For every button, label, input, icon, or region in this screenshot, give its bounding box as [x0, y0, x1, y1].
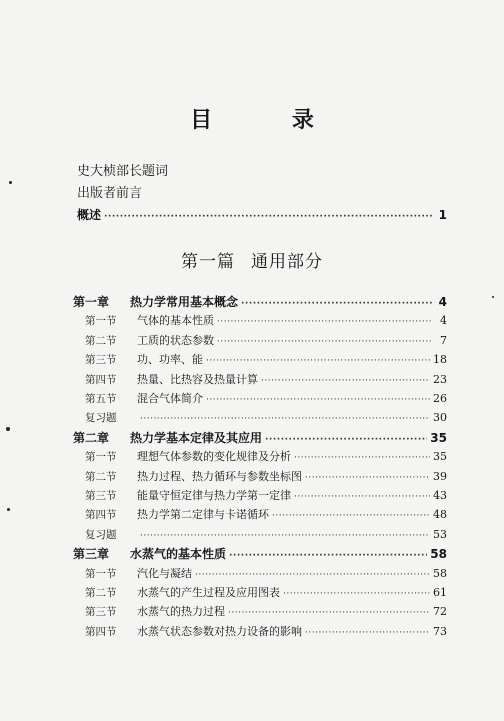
toc-label: 热力学基本定律及其应用	[130, 431, 263, 445]
toc-section[interactable]	[85, 605, 447, 620]
leader-dots	[265, 433, 427, 447]
toc-label: 混合气体简介	[137, 392, 203, 405]
toc-section[interactable]	[85, 373, 447, 388]
toc-number: 复习题	[85, 529, 117, 541]
toc-number: 第四节	[85, 626, 117, 638]
toc-overview[interactable]	[77, 208, 447, 224]
scan-speck	[9, 181, 12, 184]
leader-dots	[140, 412, 430, 426]
toc-number: 第二节	[85, 471, 117, 483]
leader-dots	[195, 568, 430, 582]
part-name: 通用部分	[251, 252, 323, 272]
toc-number: 第一章	[73, 295, 110, 309]
toc-number: 第二章	[73, 431, 110, 445]
toc-number: 第二节	[85, 587, 117, 599]
leader-dots	[294, 490, 430, 504]
toc-page: 58	[433, 567, 447, 580]
toc-number: 第二节	[85, 335, 117, 347]
toc-number: 第一节	[85, 568, 117, 580]
toc-section[interactable]	[85, 353, 447, 368]
toc-label: 气体的基本性质	[137, 314, 214, 327]
part-heading	[0, 247, 504, 272]
toc-section[interactable]	[85, 470, 447, 485]
toc-label: 热力学第二定律与卡诺循环	[137, 508, 269, 521]
toc-section[interactable]	[85, 586, 447, 601]
toc-label: 汽化与凝结	[137, 567, 192, 580]
leader-dots	[241, 297, 432, 311]
scan-speck	[492, 296, 494, 298]
toc-label: 热力学常用基本概念	[130, 295, 239, 309]
leader-dots	[206, 393, 430, 407]
toc-label: 功、功率、能	[137, 353, 203, 366]
toc-label: 水蒸气的基本性质	[130, 547, 227, 561]
leader-dots	[206, 354, 430, 368]
leader-dots	[217, 315, 432, 329]
leader-dots	[140, 529, 430, 543]
toc-page: 18	[433, 353, 447, 366]
toc-number: 第三节	[85, 606, 117, 618]
toc-chapter[interactable]	[73, 295, 447, 311]
toc-chapter[interactable]	[73, 547, 447, 563]
toc-page: 23	[433, 373, 447, 386]
toc-page: 39	[433, 470, 447, 483]
toc-number: 第四节	[85, 374, 117, 386]
toc-section[interactable]	[85, 508, 447, 523]
toc-number: 第一节	[85, 315, 117, 327]
toc-page: 53	[433, 528, 447, 541]
toc-number: 第三节	[85, 354, 117, 366]
leader-dots	[104, 210, 432, 224]
front-matter-preface: 出版者前言	[77, 186, 143, 201]
toc-label: 能量守恒定律与热力学第一定律	[137, 489, 291, 502]
toc-page: 61	[433, 586, 447, 599]
toc-number: 第四节	[85, 509, 117, 521]
toc-page: 4	[440, 314, 447, 327]
toc-label: 概述	[77, 208, 102, 222]
leader-dots	[272, 509, 430, 523]
toc-number: 第一节	[85, 451, 117, 463]
front-matter-inscription: 史大桢部长题词	[77, 164, 169, 179]
toc-section[interactable]	[85, 450, 447, 465]
toc-page: 43	[433, 489, 447, 502]
toc-page: 48	[433, 508, 447, 521]
toc-section[interactable]	[85, 567, 447, 582]
toc-section[interactable]	[85, 625, 447, 640]
toc-page: 58	[430, 547, 447, 561]
toc-page: 1	[438, 208, 447, 222]
toc-page: 26	[433, 392, 447, 405]
leader-dots	[217, 335, 432, 349]
toc-chapter[interactable]	[73, 431, 447, 447]
toc-page: 35	[430, 431, 447, 445]
toc-label: 理想气体参数的变化规律及分析	[137, 450, 291, 463]
leader-dots	[305, 626, 430, 640]
toc-label: 热量、比热容及热量计算	[137, 373, 258, 386]
toc-section[interactable]	[85, 314, 447, 329]
toc-label: 水蒸气的热力过程	[137, 605, 225, 618]
leader-dots	[229, 549, 427, 563]
toc-section[interactable]	[85, 392, 447, 407]
leader-dots	[305, 471, 430, 485]
toc-number: 第五节	[85, 393, 117, 405]
toc-page: 35	[433, 450, 447, 463]
leader-dots	[228, 606, 430, 620]
toc-page: 7	[440, 334, 447, 347]
page-title: 目 录	[190, 108, 350, 133]
toc-page: 4	[438, 295, 447, 309]
scan-speck	[7, 508, 10, 511]
toc-section[interactable]	[85, 334, 447, 349]
toc-label: 水蒸气状态参数对热力设备的影响	[137, 625, 302, 638]
leader-dots	[294, 451, 430, 465]
toc-number: 第三章	[73, 547, 110, 561]
toc-page: 73	[433, 625, 447, 638]
toc-section[interactable]	[85, 489, 447, 504]
toc-page: 30	[433, 411, 447, 424]
toc-section[interactable]	[85, 411, 447, 426]
toc-label: 水蒸气的产生过程及应用图表	[137, 586, 280, 599]
scan-speck	[6, 427, 10, 431]
toc-number: 第三节	[85, 490, 117, 502]
toc-number: 复习题	[85, 412, 117, 424]
toc-section[interactable]	[85, 528, 447, 543]
toc-page: 72	[433, 605, 447, 618]
toc-label: 热力过程、热力循环与参数坐标图	[137, 470, 302, 483]
leader-dots	[283, 587, 430, 601]
leader-dots	[261, 374, 430, 388]
part-number: 第一篇	[181, 252, 235, 272]
toc-label: 工质的状态参数	[137, 334, 214, 347]
